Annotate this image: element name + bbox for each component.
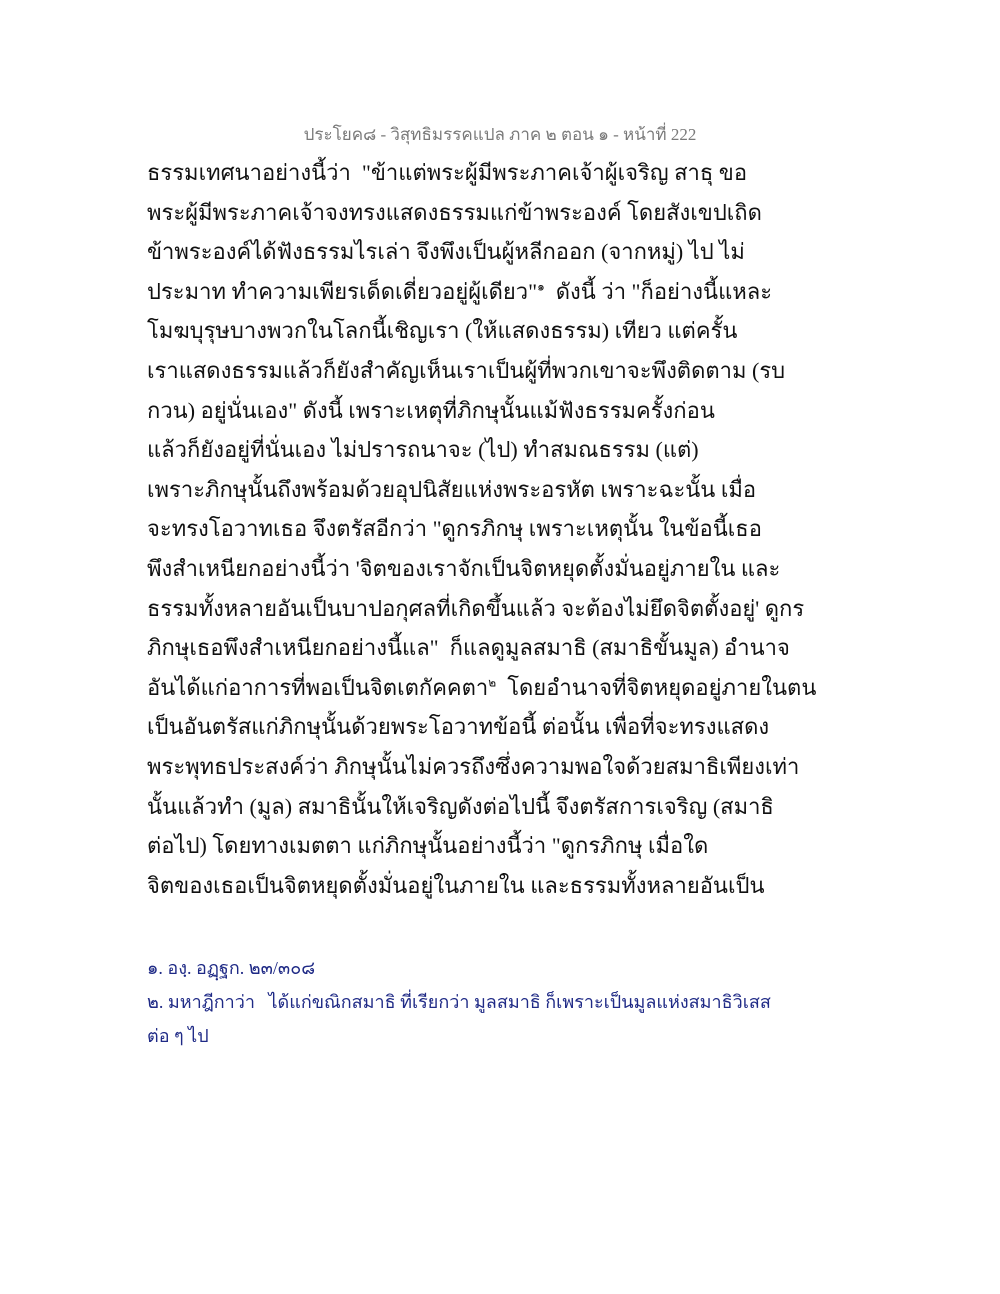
body-line: เราแสดงธรรมแล้วก็ยังสำคัญเห็นเราเป็นผู้ที่พวกเขาจะพึงติดตาม (รบ <box>147 357 786 383</box>
body-line: พึงสำเหนียกอย่างนี้ว่า 'จิตของเราจักเป็นจิตหยุดตั้งมั่นอยู่ภายใน และ <box>147 555 781 581</box>
body-line: เพราะภิกษุนั้นถึงพร้อมด้วยอุปนิสัยแห่งพระอรหัต เพราะฉะนั้น เมื่อ <box>147 476 757 502</box>
body-line: ภิกษุเธอพึงสำเหนียกอย่างนี้แล" ก็แลดูมูลสมาธิ (สมาธิขั้นมูล) อำนาจ <box>147 635 790 661</box>
body-line-text: โดยอำนาจที่จิตหยุดอยู่ภายในตน <box>496 674 817 700</box>
body-line: แล้วก็ยังอยู่ที่นั่นเอง ไม่ปรารถนาจะ (ไป) ทำสมณธรรม (แต่) <box>147 437 699 463</box>
body-line: ต่อไป) โดยทางเมตตา แก่ภิกษุนั้นอย่างนี้ว่า "ดูกรภิกษุ เมื่อใด <box>147 833 709 859</box>
body-line-text: ดังนี้ ว่า "ก็อย่างนี้แหละ <box>544 278 773 304</box>
footnote-ref: ๒ <box>488 675 497 690</box>
body-text <box>147 153 967 905</box>
body-line-text: อันได้แก่อาการที่พอเป็นจิตเตกัคคตา <box>147 674 489 700</box>
body-line-text: ประมาท ทำความเพียรเด็ดเดี่ยวอยู่ผู้เดียว" <box>147 278 538 304</box>
body-line: กวน) อยู่นั่นเอง" ดังนี้ เพราะเหตุที่ภิกษุนั้นแม้ฟังธรรมครั้งก่อน <box>147 397 715 423</box>
body-line: ธรรมเทศนาอย่างนี้ว่า "ข้าแต่พระผู้มีพระภาคเจ้าผู้เจริญ สาธุ ขอ <box>147 160 748 185</box>
body-line: ธรรมทั้งหลายอันเป็นบาปอกุศลที่เกิดขึ้นแล้ว จะต้องไม่ยึดจิตตั้งอยู่' ดูกร <box>147 595 805 621</box>
body-line: ข้าพระองค์ได้ฟังธรรมไรเล่า จึงพึงเป็นผู้หลีกออก (จากหมู่) ไป ไม่ <box>147 239 745 265</box>
footnote: ๑. องฺ. อฏฺฐก. ๒๓/๓๐๘ <box>147 958 316 978</box>
footnote-ref: ๑ <box>537 279 545 294</box>
body-line <box>147 272 967 312</box>
body-line <box>147 668 967 708</box>
running-head: ประโยค๘ - วิสุทธิมรรคแปล ภาค ๒ ตอน ๑ - หน้าที่ 222 <box>303 125 697 144</box>
footnotes <box>147 951 967 1053</box>
body-line: จะทรงโอวาทเธอ จึงตรัสอีกว่า "ดูกรภิกษุ เพราะเหตุนั้น ในข้อนี้เธอ <box>147 516 762 542</box>
body-line: พระพุทธประสงค์ว่า ภิกษุนั้นไม่ควรถึงซึ่งความพอใจด้วยสมาธิเพียงเท่า <box>147 753 800 779</box>
footnote: ๒. มหาฎีกาว่า ได้แก่ขณิกสมาธิ ที่เรียกว่า มูลสมาธิ ก็เพราะเป็นมูลแห่งสมาธิวิเสส <box>147 992 771 1012</box>
body-line: เป็นอันตรัสแก่ภิกษุนั้นด้วยพระโอวาทข้อนี้ ต่อนั้น เพื่อที่จะทรงแสดง <box>147 714 770 740</box>
body-line: จิตของเธอเป็นจิตหยุดตั้งมั่นอยู่ในภายใน และธรรมทั้งหลายอันเป็น <box>147 872 765 898</box>
body-line: นั้นแล้วทำ (มูล) สมาธินั้นให้เจริญดังต่อไปนี้ จึงตรัสการเจริญ (สมาธิ <box>147 793 774 819</box>
body-line: โมฆบุรุษบางพวกในโลกนี้เชิญเรา (ให้แสดงธรรม) เทียว แต่ครั้น <box>147 318 738 344</box>
footnote-continuation: ต่อ ๆ ไป <box>147 1026 209 1046</box>
body-line: พระผู้มีพระภาคเจ้าจงทรงแสดงธรรมแก่ข้าพระองค์ โดยสังเขปเถิด <box>147 199 762 225</box>
